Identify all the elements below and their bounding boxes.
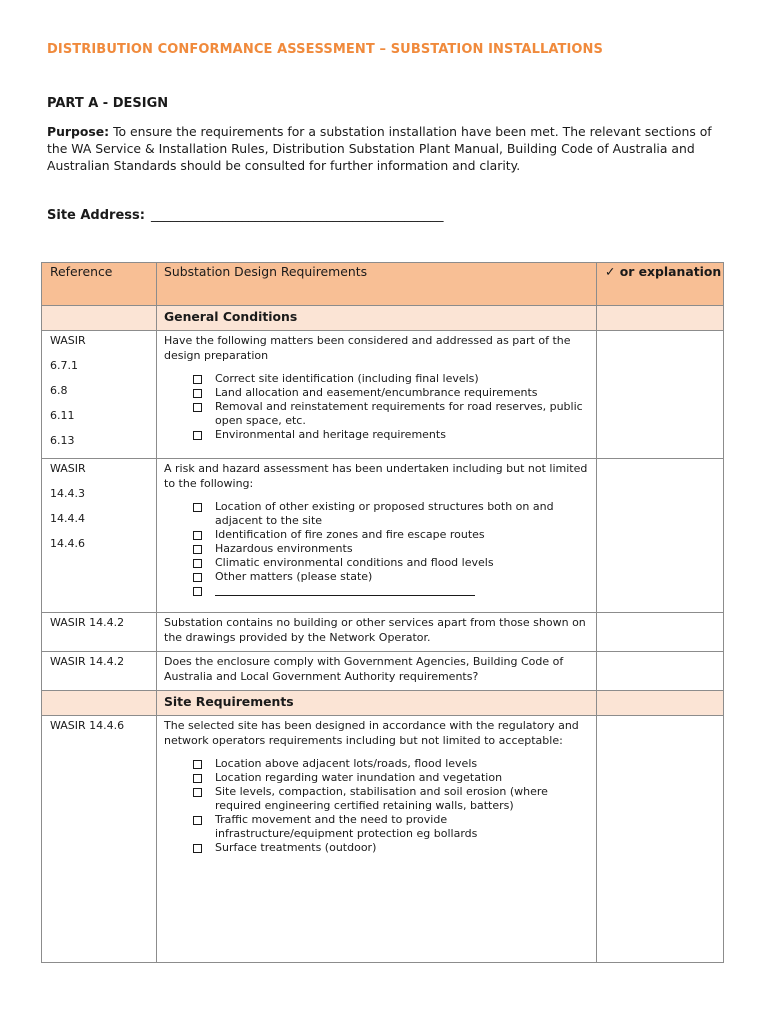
other-matters-blank[interactable] [215, 584, 475, 596]
checkbox-icon[interactable] [193, 788, 202, 797]
assessment-table [41, 262, 724, 963]
checkbox-icon[interactable] [193, 816, 202, 825]
section-row-general [42, 306, 724, 331]
checklist-item: Land allocation and easement/encumbrance requirements [193, 386, 588, 400]
header-reference: Reference [42, 263, 157, 306]
check-cell[interactable] [597, 331, 724, 459]
checkbox-icon[interactable] [193, 545, 202, 554]
checklist-item: Other matters (please state) [193, 570, 588, 584]
table-row [42, 613, 724, 652]
reference-label: 14.4.3 [50, 487, 85, 500]
checklist-item: Location of other existing or proposed structures both on and adjacent to the site [193, 500, 588, 528]
check-cell[interactable] [597, 716, 724, 963]
checklist [164, 757, 588, 855]
reference-label: 6.13 [50, 434, 75, 447]
reference-label: 6.11 [50, 409, 75, 422]
requirement-cell [157, 331, 597, 459]
table-row [42, 459, 724, 613]
reference-label: 6.8 [50, 384, 68, 397]
reference-label: WASIR [50, 334, 86, 347]
requirement-cell [157, 716, 597, 963]
checkbox-icon[interactable] [193, 403, 202, 412]
checklist [164, 500, 588, 600]
purpose-label: Purpose: [47, 124, 110, 139]
reference-cell [42, 331, 157, 459]
checkbox-icon[interactable] [193, 389, 202, 398]
reference-cell [42, 716, 157, 963]
checklist-item: Climatic environmental conditions and flood levels [193, 556, 588, 570]
check-cell[interactable] [597, 459, 724, 613]
requirement-intro: A risk and hazard assessment has been undertaken including but not limited to the following: [164, 462, 588, 490]
site-address [47, 208, 443, 223]
reference-label: WASIR 14.4.6 [50, 719, 125, 732]
reference-cell [42, 459, 157, 613]
checkbox-icon[interactable] [193, 375, 202, 384]
reference-cell [42, 613, 157, 652]
checkbox-icon[interactable] [193, 844, 202, 853]
checklist-item: Surface treatments (outdoor) [193, 841, 588, 855]
checklist-item: Environmental and heritage requirements [193, 428, 588, 442]
checkbox-icon[interactable] [193, 531, 202, 540]
reference-label: 14.4.6 [50, 537, 85, 550]
reference-label: 6.7.1 [50, 359, 78, 372]
checkbox-icon[interactable] [193, 559, 202, 568]
reference-label: 14.4.4 [50, 512, 85, 525]
checkbox-icon[interactable] [193, 573, 202, 582]
table-row [42, 716, 724, 963]
checklist-item: Correct site identification (including final levels) [193, 372, 588, 386]
check-cell[interactable] [597, 613, 724, 652]
section-check-cell [597, 691, 724, 716]
section-ref-cell [42, 691, 157, 716]
checklist-item: Hazardous environments [193, 542, 588, 556]
checkbox-icon[interactable] [193, 503, 202, 512]
header-requirements: Substation Design Requirements [157, 263, 597, 306]
checklist-item: Traffic movement and the need to provide infrastructure/equipment protection eg bollards [193, 813, 588, 841]
checklist-item: Site levels, compaction, stabilisation and soil erosion (where required engineering certified retaining walls, batters) [193, 785, 588, 813]
section-check-cell [597, 306, 724, 331]
section-title-site: Site Requirements [157, 691, 597, 716]
section-ref-cell [42, 306, 157, 331]
header-check: ✓ or explanation [597, 263, 724, 306]
reference-label: WASIR 14.4.2 [50, 655, 125, 668]
check-cell[interactable] [597, 652, 724, 691]
site-address-label: Site Address: [47, 208, 145, 223]
table-header-row [42, 263, 724, 306]
requirement-cell [157, 613, 597, 652]
checkbox-icon[interactable] [193, 431, 202, 440]
requirement-text: Does the enclosure comply with Government Agencies, Building Code of Australia and Local Government Authority requirements? [164, 655, 564, 683]
checklist-item: Location above adjacent lots/roads, flood levels [193, 757, 588, 771]
requirement-intro: The selected site has been designed in accordance with the regulatory and network operators requirements including but not limited to acceptable: [164, 719, 579, 747]
checkbox-icon[interactable] [193, 774, 202, 783]
purpose-paragraph [47, 123, 732, 174]
requirement-cell [157, 459, 597, 613]
checklist [164, 372, 588, 442]
checkbox-icon[interactable] [193, 760, 202, 769]
checklist-item: Removal and reinstatement requirements for road reserves, public open space, etc. [193, 400, 588, 428]
checklist-item: Location regarding water inundation and vegetation [193, 771, 588, 785]
table-row [42, 652, 724, 691]
requirement-cell [157, 652, 597, 691]
purpose-text: To ensure the requirements for a substation installation have been met. The relevant sections of the WA Service & Installation Rules, Distribution Substation Plant Manual, Building Code of Australia and Australian Standards should be consulted for further information and clarity. [47, 124, 712, 173]
checklist-item [193, 584, 588, 600]
requirement-text: Substation contains no building or other services apart from those shown on the drawings provided by the Network Operator. [164, 616, 586, 644]
section-title-general: General Conditions [157, 306, 597, 331]
reference-cell [42, 652, 157, 691]
section-row-site [42, 691, 724, 716]
reference-label: WASIR [50, 462, 86, 475]
table-row [42, 331, 724, 459]
part-heading: PART A - DESIGN [47, 96, 169, 111]
requirement-intro: Have the following matters been considered and addressed as part of the design preparation [164, 334, 571, 362]
reference-label: WASIR 14.4.2 [50, 616, 125, 629]
document-title: DISTRIBUTION CONFORMANCE ASSESSMENT – SUBSTATION INSTALLATIONS [47, 42, 603, 57]
checklist-item: Identification of fire zones and fire escape routes [193, 528, 588, 542]
site-address-field[interactable]: _____________________________________________ [150, 208, 444, 223]
checkbox-icon[interactable] [193, 587, 202, 596]
